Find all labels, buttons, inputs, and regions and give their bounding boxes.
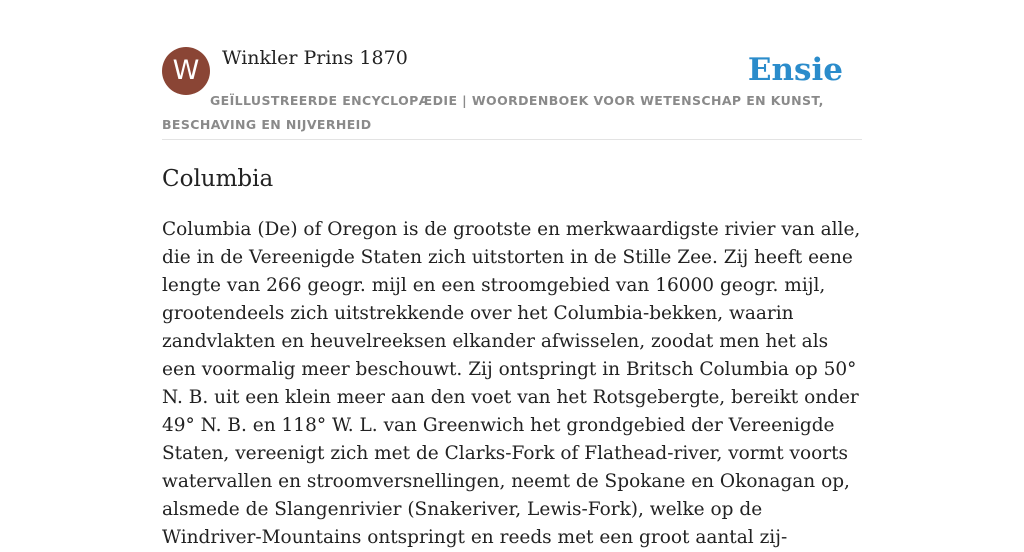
source-title[interactable]: Winkler Prins 1870 — [222, 47, 408, 69]
source-avatar[interactable]: W — [162, 47, 210, 95]
article-title: Columbia — [162, 166, 274, 192]
source-subtitle: GEÏLLUSTREERDE ENCYCLOPÆDIE | WOORDENBOEK VOOR WETENSCHAP EN KUNST, BESCHAVING EN NIJVERHEID — [162, 93, 824, 132]
ensie-logo-link[interactable]: Ensie — [747, 52, 843, 88]
header-divider — [162, 139, 862, 140]
article-body: Columbia (De) of Oregon is de grootste en merkwaardigste rivier van alle, die in de Vereenigde Staten zich uitstorten in de Stille Zee. Zij heeft eene lengte van 266 geogr. mijl en een stroomgebied van 16000 geogr. mijl, grootendeels zich uitstrekkende over het Columbia-bekken, waarin zandvlakten en heuvelreeksen elkander afwisselen, zoodat men het als een voormalig meer beschouwt. Zij ontspringt in Britsch Columbia op 50° N. B. uit een klein meer aan den voet van het Rotsgebergte, bereikt onder 49° N. B. en 118° W. L. van Greenwich het grondgebied der Vereenigde Staten, vereenigt zich met de Clarks-Fork of Flathead-river, vormt voorts watervallen en stroomversnellingen, neemt de Spokane en Okonagan op, alsmede de Slangenrivier (Snakeriver, Lewis-Fork), welke op de Windriver-Mountains ontspringt en reeds met een groot aantal zij- — [162, 219, 861, 548]
